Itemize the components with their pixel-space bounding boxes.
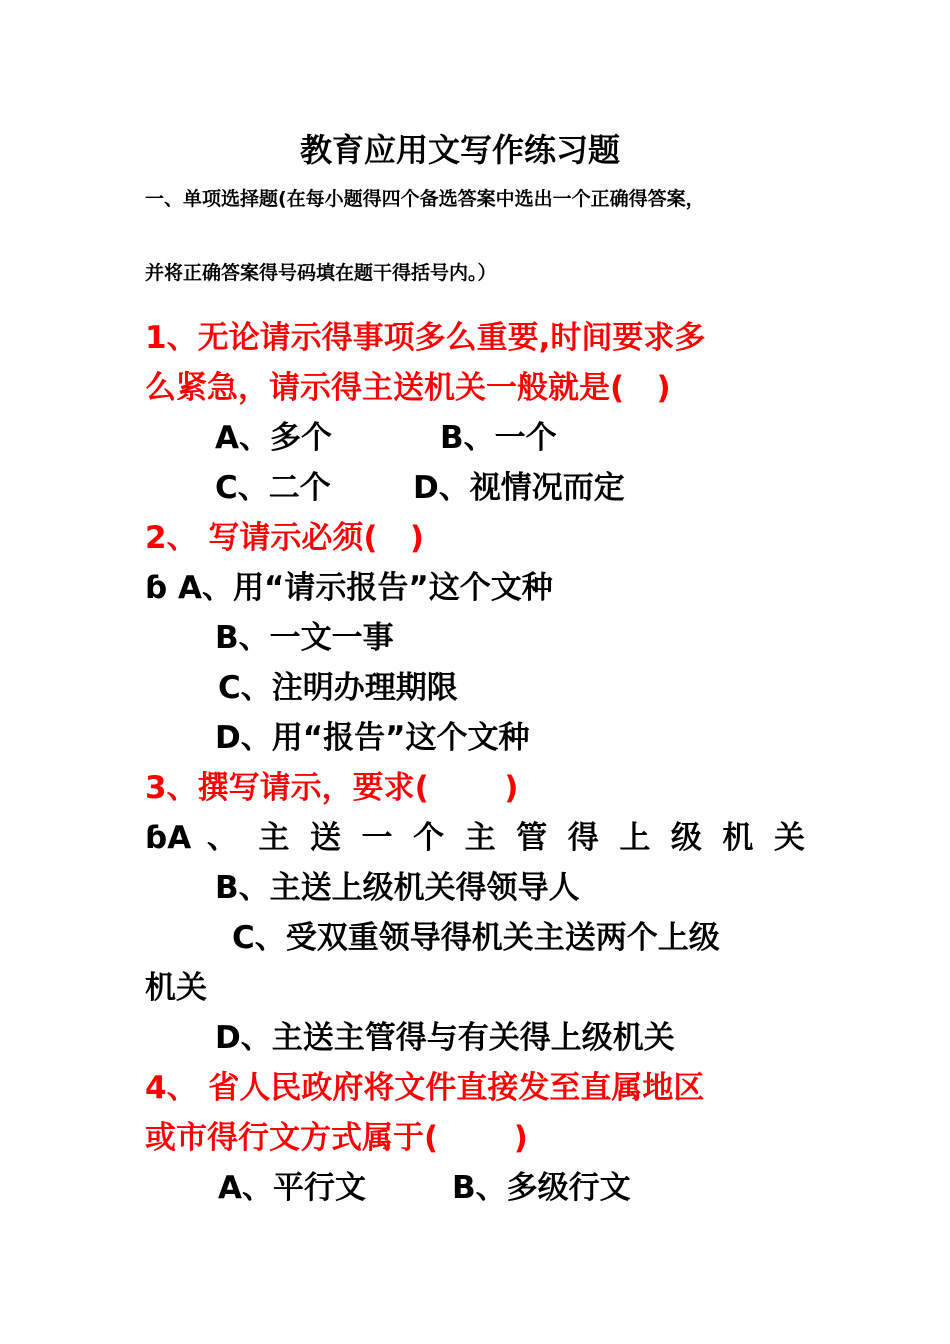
question-4-option-b: B、多级行文 [452,1170,631,1206]
document-title: 教育应用文写作练习题 [300,131,621,169]
section-heading-line-2: 并将正确答案得号码填在题干得括号内。） [145,262,497,284]
question-1-option-b: B、一个 [440,420,557,456]
question-2-option-d: D、用“报告”这个文种 [215,720,530,756]
question-4-stem-line-1: 4、 省人民政府将文件直接发至直属地区 [145,1070,705,1106]
question-3-option-d: D、主送主管得与有关得上级机关 [215,1020,675,1056]
question-3-option-c-line-2: 机关 [145,970,207,1006]
question-3-option-c-line-1: C、受双重领导得机关主送两个上级 [232,920,720,956]
question-4-stem-line-2: 或市得行文方式属于( ) [145,1120,528,1156]
question-4-option-a: A、平行文 [218,1170,366,1206]
question-1-option-c: C、二个 [215,470,331,506]
question-3-option-b: B、主送上级机关得领导人 [215,870,580,906]
question-2-option-b: B、一文一事 [215,620,394,656]
question-3-option-a: ɓA 、 主 送 一 个 主 管 得 上 级 机 关 [145,820,805,856]
question-2-stem: 2、 写请示必须( ) [145,520,425,556]
question-1-stem-line-2: 么紧急，请示得主送机关一般就是( ) [145,370,671,406]
question-2-option-a: ɓ A、用“请示报告”这个文种 [145,570,553,606]
question-3-stem: 3、撰写请示，要求( ) [145,770,519,806]
question-1-stem-line-1: 1、无论请示得事项多么重要,时间要求多 [145,320,706,356]
question-1-option-a: A、多个 [215,420,332,456]
question-2-option-c: C、注明办理期限 [218,670,458,706]
section-heading-line-1: 一、单项选择题(在每小题得四个备选答案中选出一个正确得答案， [145,188,705,210]
question-1-option-d: D、视情况而定 [413,470,625,506]
